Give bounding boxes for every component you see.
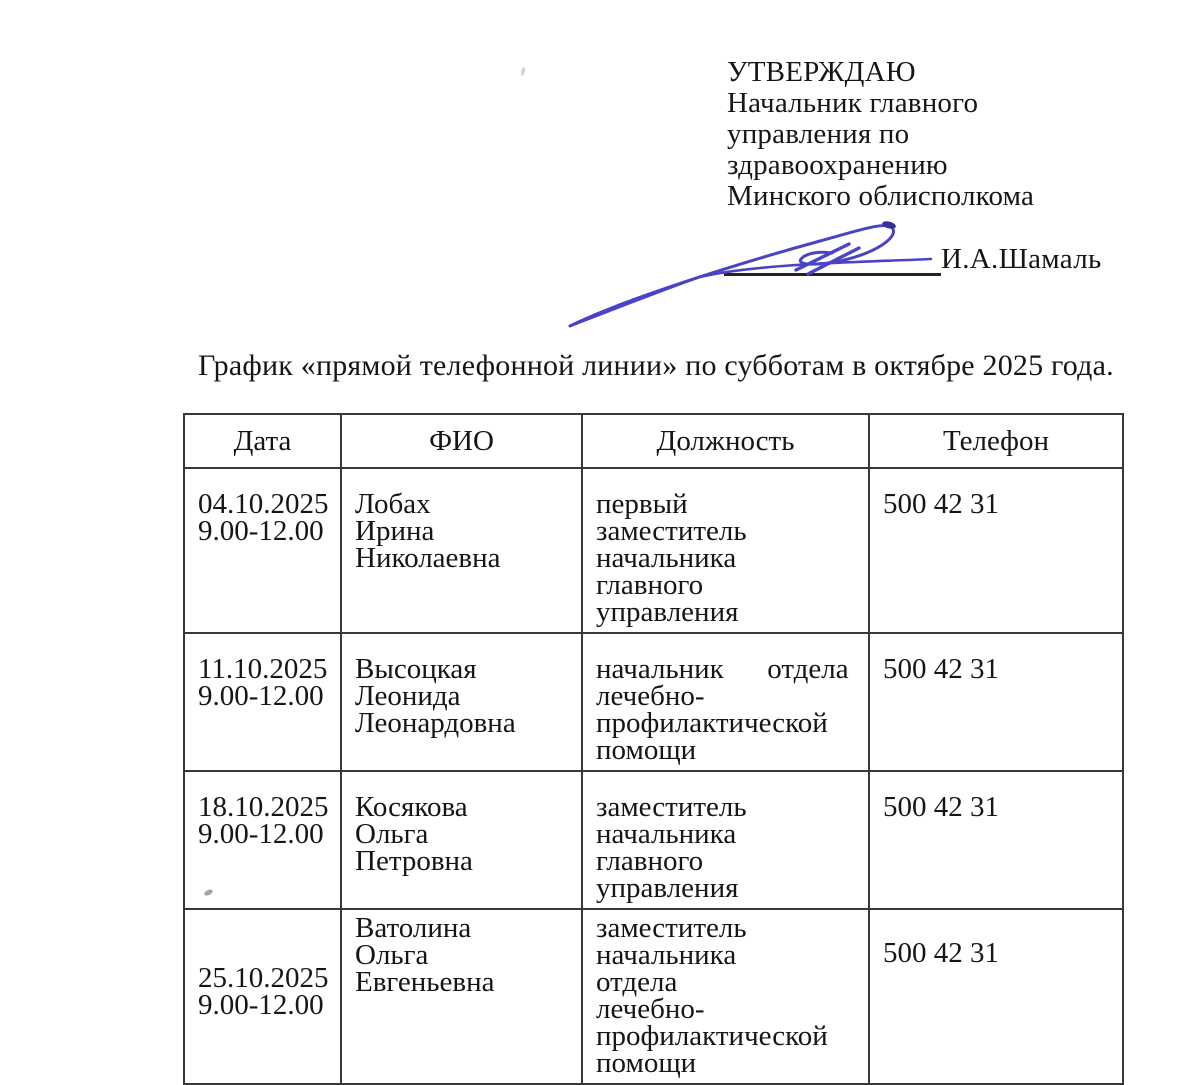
cell-phone: 500 42 31 bbox=[869, 909, 1123, 1084]
approval-line-post-1: Начальник главного bbox=[727, 87, 979, 119]
document-title: График «прямой телефонной линии» по субботам в октябре 2025 года. bbox=[198, 349, 1114, 382]
cell-date: 11.10.2025 9.00-12.00 bbox=[184, 633, 341, 771]
column-header-position: Должность bbox=[582, 414, 869, 468]
cell-phone: 500 42 31 bbox=[869, 771, 1123, 909]
column-header-phone: Телефон bbox=[869, 414, 1123, 468]
scan-artifact-speck bbox=[520, 67, 526, 77]
schedule-table bbox=[183, 413, 1124, 1085]
approval-line-approve: УТВЕРЖДАЮ bbox=[727, 56, 916, 88]
cell-date: 25.10.2025 9.00-12.00 bbox=[184, 909, 341, 1084]
cell-position: первый заместитель начальника главного управления bbox=[582, 468, 869, 633]
approval-line-post-2: управления по bbox=[727, 118, 910, 150]
cell-fio: Ватолина Ольга Евгеньевна bbox=[341, 909, 582, 1084]
cell-position: заместитель начальника отдела лечебно- профилактической помощи bbox=[582, 909, 869, 1084]
cell-position: начальник отдела лечебно- профилактической помощи bbox=[582, 633, 869, 771]
approval-block bbox=[727, 57, 1107, 212]
column-header-date: Дата bbox=[184, 414, 341, 468]
table-row bbox=[184, 468, 1123, 633]
cell-phone: 500 42 31 bbox=[869, 468, 1123, 633]
table-row bbox=[184, 633, 1123, 771]
cell-date: 04.10.2025 9.00-12.00 bbox=[184, 468, 341, 633]
cell-phone: 500 42 31 bbox=[869, 633, 1123, 771]
cell-date: 18.10.2025 9.00-12.00 bbox=[184, 771, 341, 909]
cell-fio: Лобах Ирина Николаевна bbox=[341, 468, 582, 633]
signer-name: И.А.Шамаль bbox=[941, 243, 1102, 275]
cell-fio: Высоцкая Леонида Леонардовна bbox=[341, 633, 582, 771]
cell-position: заместитель начальника главного управления bbox=[582, 771, 869, 909]
column-header-fio: ФИО bbox=[341, 414, 582, 468]
table-header-row bbox=[184, 414, 1123, 468]
signature-ink-icon bbox=[540, 215, 1020, 340]
table-row bbox=[184, 909, 1123, 1084]
approval-line-post-3: здравоохранению bbox=[727, 149, 948, 181]
approval-line-post-4: Минского облисполкома bbox=[727, 180, 1035, 212]
table-row bbox=[184, 771, 1123, 909]
cell-fio: Косякова Ольга Петровна bbox=[341, 771, 582, 909]
